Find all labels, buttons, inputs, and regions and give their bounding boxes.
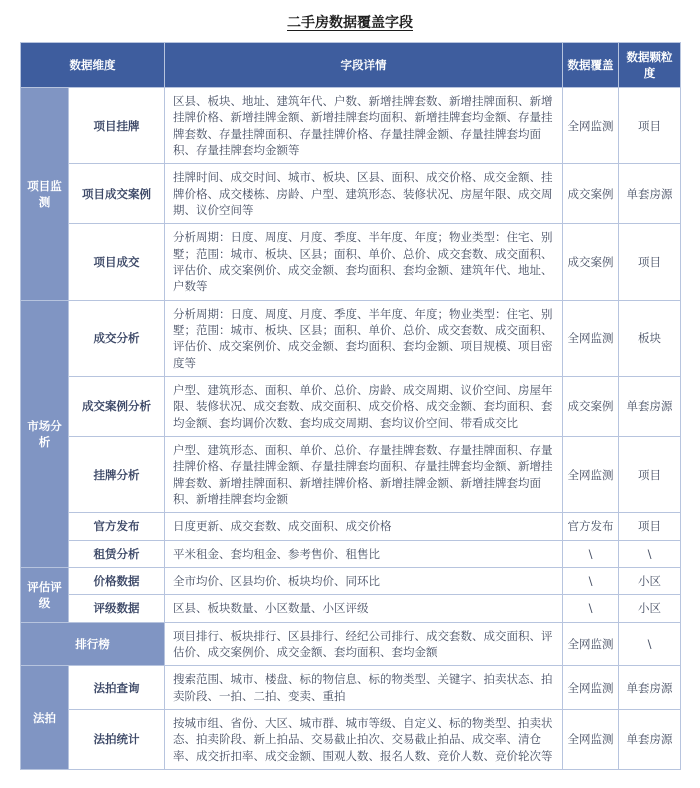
cell-coverage: \: [563, 540, 619, 567]
col-header-granularity: 数据颗粒度: [619, 43, 681, 88]
cell-coverage: \: [563, 567, 619, 594]
row-label: 法拍查询: [69, 666, 165, 710]
cell-detail: 户型、建筑形态、面积、单价、总价、存量挂牌套数、存量挂牌面积、存量挂牌价格、存量挂牌金额、存量挂牌套均面积、存量挂牌套均金额、新增挂牌套数、新增挂牌面积、新增挂牌价格、新增挂牌金额、新增挂牌套均面积、新增挂牌套均金额: [165, 436, 563, 512]
row-label: 项目成交案例: [69, 164, 165, 224]
table-row: [21, 513, 681, 540]
header-row: [21, 43, 681, 88]
cell-coverage: 全网监测: [563, 436, 619, 512]
row-label: 成交分析: [69, 300, 165, 376]
table-row: [21, 300, 681, 376]
table-row: [21, 376, 681, 436]
cell-granularity: 单套房源: [619, 666, 681, 710]
table-row: [21, 540, 681, 567]
table-row: [21, 709, 681, 769]
cell-coverage: \: [563, 595, 619, 622]
cell-detail: 日度更新、成交套数、成交面积、成交价格: [165, 513, 563, 540]
row-label: 价格数据: [69, 567, 165, 594]
table-row: [21, 88, 681, 164]
cell-granularity: 小区: [619, 595, 681, 622]
row-label: 挂牌分析: [69, 436, 165, 512]
cell-coverage: 全网监测: [563, 88, 619, 164]
cell-coverage: 全网监测: [563, 666, 619, 710]
cell-detail: 区县、板块数量、小区数量、小区评级: [165, 595, 563, 622]
data-table: [20, 42, 681, 770]
cell-detail: 搜索范围、城市、楼盘、标的物信息、标的物类型、关键字、拍卖状态、拍卖阶段、一拍、二拍、变卖、重拍: [165, 666, 563, 710]
group-label-valuation-rating: 评估评级: [21, 567, 69, 622]
row-label: 租赁分析: [69, 540, 165, 567]
cell-granularity: 项目: [619, 224, 681, 300]
cell-coverage: 成交案例: [563, 224, 619, 300]
cell-coverage: 官方发布: [563, 513, 619, 540]
cell-coverage: 成交案例: [563, 376, 619, 436]
row-label: 项目挂牌: [69, 88, 165, 164]
cell-granularity: \: [619, 540, 681, 567]
group-label-judicial-auction: 法拍: [21, 666, 69, 770]
row-label: 成交案例分析: [69, 376, 165, 436]
table-row: [21, 666, 681, 710]
row-label: 官方发布: [69, 513, 165, 540]
cell-detail: 挂牌时间、成交时间、城市、板块、区县、面积、成交价格、成交金额、挂牌价格、成交楼栋、房龄、户型、建筑形态、装修状况、房屋年限、成交周期、议价空间等: [165, 164, 563, 224]
row-label: 项目成交: [69, 224, 165, 300]
cell-detail: 项目排行、板块排行、区县排行、经纪公司排行、成交套数、成交面积、评估价、成交案例价、成交金额、套均面积、套均金额: [165, 622, 563, 666]
cell-detail: 按城市组、省份、大区、城市群、城市等级、自定义、标的物类型、拍卖状态、拍卖阶段、新上拍品、交易截止拍次、交易截止拍品、成交率、清仓率、成交折扣率、成交金额、围观人数、报名人数、竞价人数、竞价轮次等: [165, 709, 563, 769]
cell-detail: 分析周期：日度、周度、月度、季度、半年度、年度；物业类型：住宅、别墅；范围：城市、板块、区县；面积、单价、总价、成交套数、成交面积、评估价、成交案例价、成交金额、套均面积、套均金额、建筑年代、地址、户数等: [165, 224, 563, 300]
cell-detail: 全市均价、区县均价、板块均价、同环比: [165, 567, 563, 594]
cell-detail: 分析周期：日度、周度、月度、季度、半年度、年度；物业类型：住宅、别墅；范围：城市、板块、区县；面积、单价、总价、成交套数、成交面积、评估价、成交案例价、成交金额、套均面积、套均金额、项目规模、项目密度等: [165, 300, 563, 376]
col-header-detail: 字段详情: [165, 43, 563, 88]
table-row: [21, 595, 681, 622]
group-label-project-monitoring: 项目监测: [21, 88, 69, 301]
col-header-coverage: 数据覆盖: [563, 43, 619, 88]
cell-granularity: \: [619, 622, 681, 666]
cell-coverage: 成交案例: [563, 164, 619, 224]
row-label: 法拍统计: [69, 709, 165, 769]
group-label-market-analysis: 市场分析: [21, 300, 69, 567]
cell-detail: 区县、板块、地址、建筑年代、户数、新增挂牌套数、新增挂牌面积、新增挂牌价格、新增挂牌金额、新增挂牌套均面积、新增挂牌套均金额、存量挂牌套数、存量挂牌面积、存量挂牌价格、存量挂牌金额、存量挂牌套均面积、存量挂牌套均金额等: [165, 88, 563, 164]
group-label-ranking: 排行榜: [21, 622, 165, 666]
cell-granularity: 项目: [619, 513, 681, 540]
table-row: [21, 622, 681, 666]
cell-coverage: 全网监测: [563, 709, 619, 769]
cell-granularity: 小区: [619, 567, 681, 594]
cell-detail: 户型、建筑形态、面积、单价、总价、房龄、成交周期、议价空间、房屋年限、装修状况、成交套数、成交面积、成交价格、成交金额、套均面积、套均金额、套均调价次数、套均成交周期、套均议价空间、带看成交比: [165, 376, 563, 436]
table-row: [21, 224, 681, 300]
table-row: [21, 164, 681, 224]
cell-granularity: 板块: [619, 300, 681, 376]
cell-granularity: 项目: [619, 436, 681, 512]
cell-granularity: 单套房源: [619, 164, 681, 224]
cell-granularity: 单套房源: [619, 709, 681, 769]
table-row: [21, 436, 681, 512]
cell-granularity: 单套房源: [619, 376, 681, 436]
cell-detail: 平米租金、套均租金、参考售价、租售比: [165, 540, 563, 567]
cell-coverage: 全网监测: [563, 300, 619, 376]
cell-coverage: 全网监测: [563, 622, 619, 666]
page-title: 二手房数据覆盖字段: [287, 15, 413, 31]
col-header-dimension: 数据维度: [21, 43, 165, 88]
row-label: 评级数据: [69, 595, 165, 622]
table-row: [21, 567, 681, 594]
cell-granularity: 项目: [619, 88, 681, 164]
